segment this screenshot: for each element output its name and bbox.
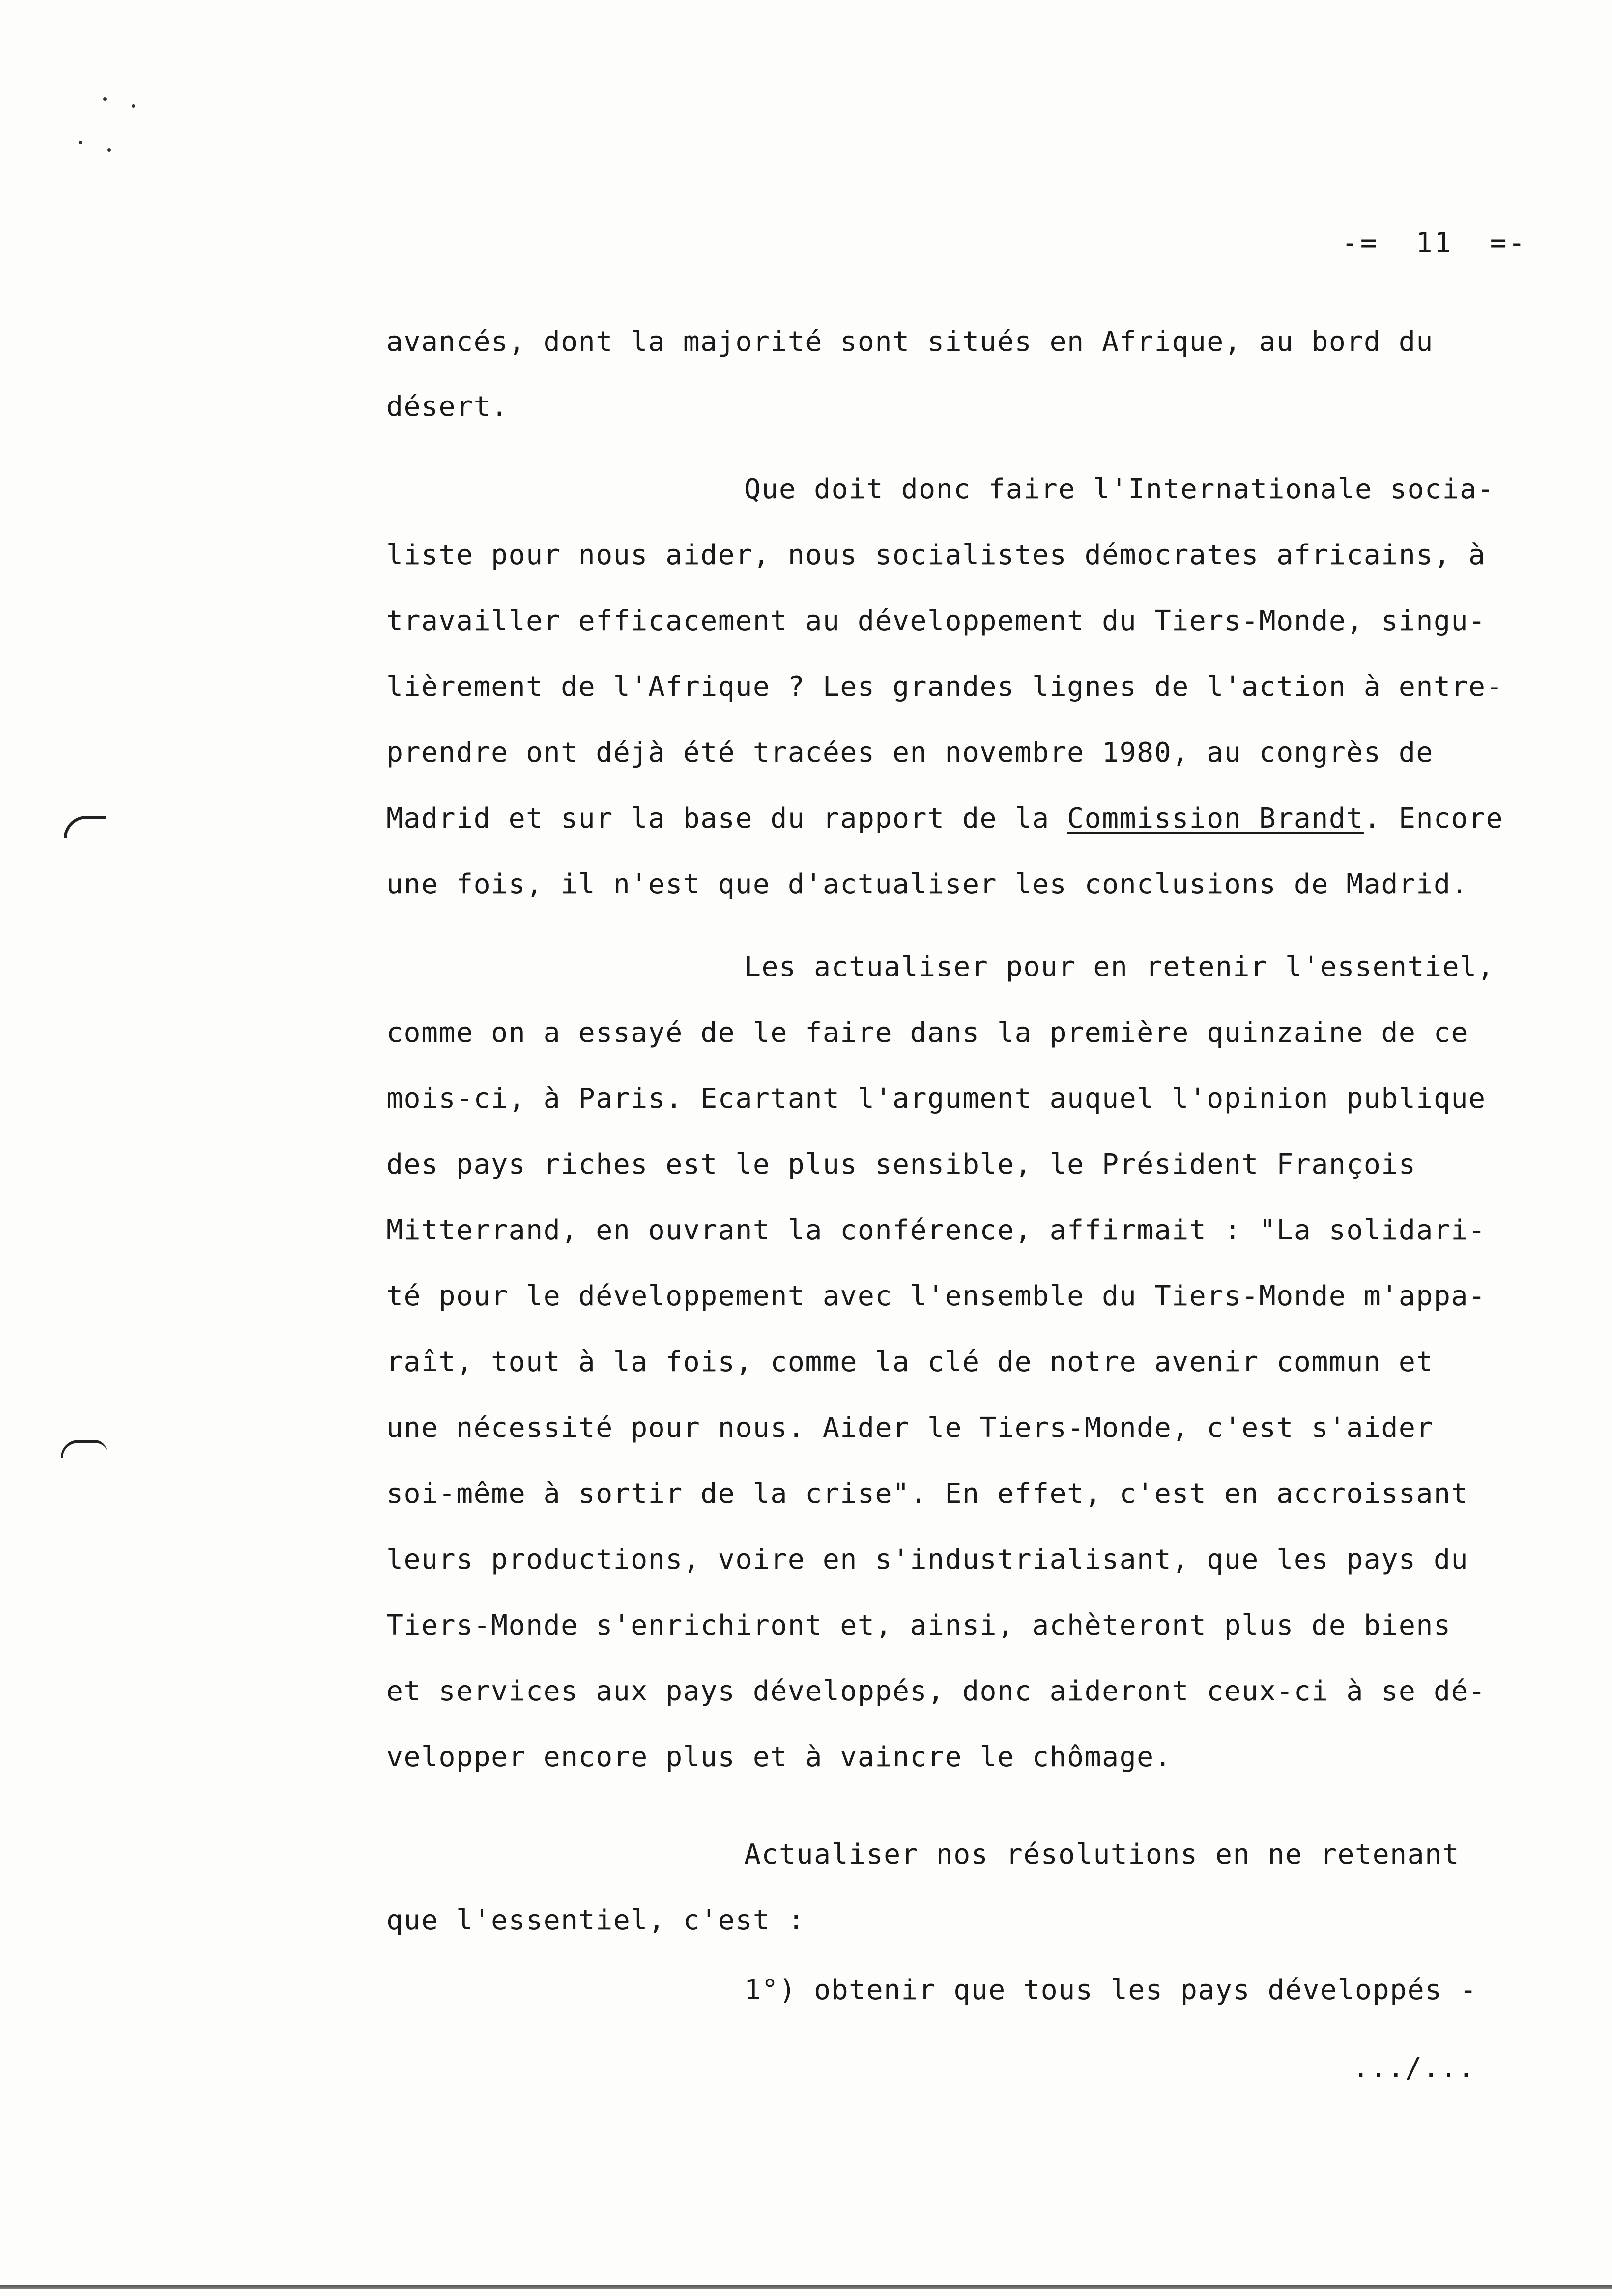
- text-line: lièrement de l'Afrique ? Les grandes lignes de l'action à entre-: [386, 671, 1504, 703]
- text-line: prendre ont déjà été tracées en novembre 1980, au congrès de: [386, 737, 1434, 769]
- text-line: soi-même à sortir de la crise". En effet, c'est en accroissant: [386, 1478, 1468, 1510]
- scan-speck: [103, 97, 107, 101]
- text-line: une fois, il n'est que d'actualiser les conclusions de Madrid.: [386, 868, 1468, 900]
- scan-speck: [79, 141, 82, 144]
- punch-hole-mark: [61, 1440, 107, 1458]
- text-line: raît, tout à la fois, comme la clé de notre avenir commun et: [386, 1346, 1434, 1378]
- text-segment: . Encore: [1363, 803, 1504, 834]
- text-line: Tiers-Monde s'enrichiront et, ainsi, achèteront plus de biens: [386, 1609, 1451, 1641]
- continuation-mark: .../...: [1353, 2052, 1476, 2084]
- text-line: 1°) obtenir que tous les pays développés -: [744, 1974, 1477, 2006]
- text-line: Les actualiser pour en retenir l'essentiel,: [744, 951, 1495, 983]
- text-line: travailler efficacement au développement du Tiers-Monde, singu-: [386, 605, 1486, 637]
- text-line: mois-ci, à Paris. Ecartant l'argument auquel l'opinion publique: [386, 1083, 1486, 1115]
- text-line: une nécessité pour nous. Aider le Tiers-Monde, c'est s'aider: [386, 1412, 1434, 1444]
- text-segment: Madrid et sur la base du rapport de la: [386, 803, 1067, 834]
- text-line: leurs productions, voire en s'industrialisant, que les pays du: [386, 1544, 1468, 1576]
- scan-speck: [107, 148, 111, 152]
- text-line: et services aux pays développés, donc aideront ceux-ci à se dé-: [386, 1675, 1486, 1707]
- text-line: des pays riches est le plus sensible, le Président François: [386, 1148, 1416, 1180]
- text-line: liste pour nous aider, nous socialistes démocrates africains, à: [386, 539, 1486, 571]
- text-line: désert.: [386, 391, 509, 423]
- page-number: -= 11 =-: [1342, 227, 1527, 259]
- underlined-reference: Commission Brandt: [1067, 803, 1364, 834]
- text-line: té pour le développement avec l'ensemble du Tiers-Monde m'appa-: [386, 1280, 1486, 1312]
- text-line: Actualiser nos résolutions en ne retenant: [744, 1838, 1460, 1870]
- text-line: Mitterrand, en ouvrant la conférence, affirmait : "La solidari-: [386, 1214, 1486, 1246]
- punch-hole-mark: [64, 816, 106, 838]
- scan-edge: [0, 2285, 1612, 2289]
- text-line: [386, 805, 1503, 833]
- text-line: velopper encore plus et à vaincre le chômage.: [386, 1741, 1172, 1773]
- text-line: avancés, dont la majorité sont situés en Afrique, au bord du: [386, 326, 1434, 358]
- text-line: comme on a essayé de le faire dans la première quinzaine de ce: [386, 1017, 1468, 1049]
- text-line: Que doit donc faire l'Internationale socia-: [744, 473, 1495, 505]
- text-line: que l'essentiel, c'est :: [386, 1904, 806, 1936]
- scan-speck: [132, 104, 135, 108]
